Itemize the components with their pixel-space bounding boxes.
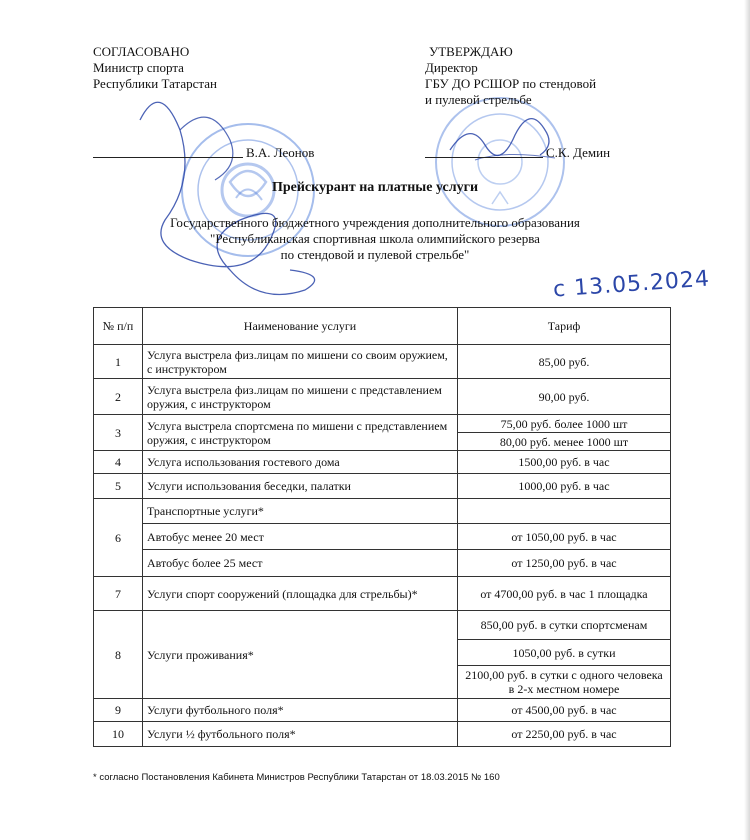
approval-org: и пулевой стрельбе (425, 92, 532, 107)
row-name: Услуги спорт сооружений (площадка для стрельбы)* (143, 577, 458, 611)
header-tariff: Тариф (458, 308, 671, 345)
table-row (94, 699, 671, 722)
row-tariff: 1500,00 руб. в час (458, 451, 671, 474)
row-tariff: 1050,00 руб. в сутки (458, 640, 671, 666)
approval-org: ГБУ ДО РСШОР по стендовой (425, 76, 597, 91)
row-num: 9 (94, 699, 143, 722)
signature-line-right (425, 157, 543, 158)
row-tariff: 85,00 руб. (458, 345, 671, 379)
row-tariff: от 4500,00 руб. в час (458, 699, 671, 722)
table-row (94, 415, 671, 433)
row-num: 4 (94, 451, 143, 474)
row-name: Услуги использования беседки, палатки (143, 474, 458, 499)
row-tariff: 850,00 руб. в сутки спортсменам (458, 611, 671, 640)
row-name: Услуга выстрела спортсмена по мишени с представлением оружия, с инструктором (143, 415, 458, 451)
table-row (94, 345, 671, 379)
table-header-row (94, 308, 671, 345)
table-row (94, 611, 671, 640)
table-row (94, 451, 671, 474)
row-num: 8 (94, 611, 143, 699)
footnote: * согласно Постановления Кабинета Министров Республики Татарстан от 18.03.2015 № 160 (93, 772, 500, 783)
row-tariff: от 1050,00 руб. в час (458, 524, 671, 550)
approval-block-right (425, 44, 596, 108)
row-num: 1 (94, 345, 143, 379)
subtitle-line: "Республиканская спортивная школа олимпийского резерва (210, 231, 540, 246)
row-tariff: от 2250,00 руб. в час (458, 722, 671, 747)
document-title: Прейскурант на платные услуги (271, 180, 479, 195)
row-tariff: 75,00 руб. более 1000 шт (458, 415, 671, 433)
row-name: Автобус менее 20 мест (143, 524, 458, 550)
table-row (94, 379, 671, 415)
row-num: 3 (94, 415, 143, 451)
row-num: 10 (94, 722, 143, 747)
table-row (94, 577, 671, 611)
table-row (94, 524, 671, 550)
row-num: 6 (94, 499, 143, 577)
row-name: Транспортные услуги* (143, 499, 458, 524)
row-name: Услуги проживания* (143, 611, 458, 699)
approval-role: Министр спорта (93, 60, 184, 75)
row-num: 5 (94, 474, 143, 499)
handwritten-date: с 13.05.2024 (552, 266, 711, 303)
signer-name-left: В.А. Леонов (246, 145, 315, 160)
header-name: Наименование услуги (143, 308, 458, 345)
row-name: Услуги футбольного поля* (143, 699, 458, 722)
table-row (94, 474, 671, 499)
subtitle-line: Государственного бюджетного учреждения дополнительного образования (170, 215, 580, 230)
row-name: Услуги ½ футбольного поля* (143, 722, 458, 747)
row-num: 7 (94, 577, 143, 611)
row-tariff: 90,00 руб. (458, 379, 671, 415)
row-tariff: от 1250,00 руб. в час (458, 550, 671, 577)
approval-heading: УТВЕРЖДАЮ (429, 44, 513, 59)
approval-heading: СОГЛАСОВАНО (93, 44, 190, 59)
table-row (94, 722, 671, 747)
row-tariff: 2100,00 руб. в сутки с одного человека в 2-х местном номере (458, 666, 671, 699)
row-num: 2 (94, 379, 143, 415)
row-name: Услуга выстрела физ.лицам по мишени со своим оружием, с инструктором (143, 345, 458, 379)
subtitle-line: по стендовой и пулевой стрельбе" (280, 247, 470, 262)
approval-role: Директор (425, 60, 478, 75)
document-subtitle (0, 215, 750, 263)
table-row (94, 550, 671, 577)
header-num: № п/п (94, 308, 143, 345)
page-edge-shadow (744, 0, 750, 840)
row-name: Автобус более 25 мест (143, 550, 458, 577)
row-tariff-empty (458, 499, 671, 524)
approval-org: Республики Татарстан (93, 76, 217, 91)
row-name: Услуга выстрела физ.лицам по мишени с представлением оружия, с инструктором (143, 379, 458, 415)
row-tariff: 80,00 руб. менее 1000 шт (458, 433, 671, 451)
signer-name-right: С.К. Демин (546, 145, 611, 160)
price-table (93, 307, 671, 747)
row-tariff: от 4700,00 руб. в час 1 площадка (458, 577, 671, 611)
signature-line-left (93, 157, 243, 158)
row-tariff: 1000,00 руб. в час (458, 474, 671, 499)
approval-block-left (93, 44, 217, 92)
row-name: Услуга использования гостевого дома (143, 451, 458, 474)
right-signature-icon (445, 100, 565, 180)
table-row (94, 499, 671, 524)
